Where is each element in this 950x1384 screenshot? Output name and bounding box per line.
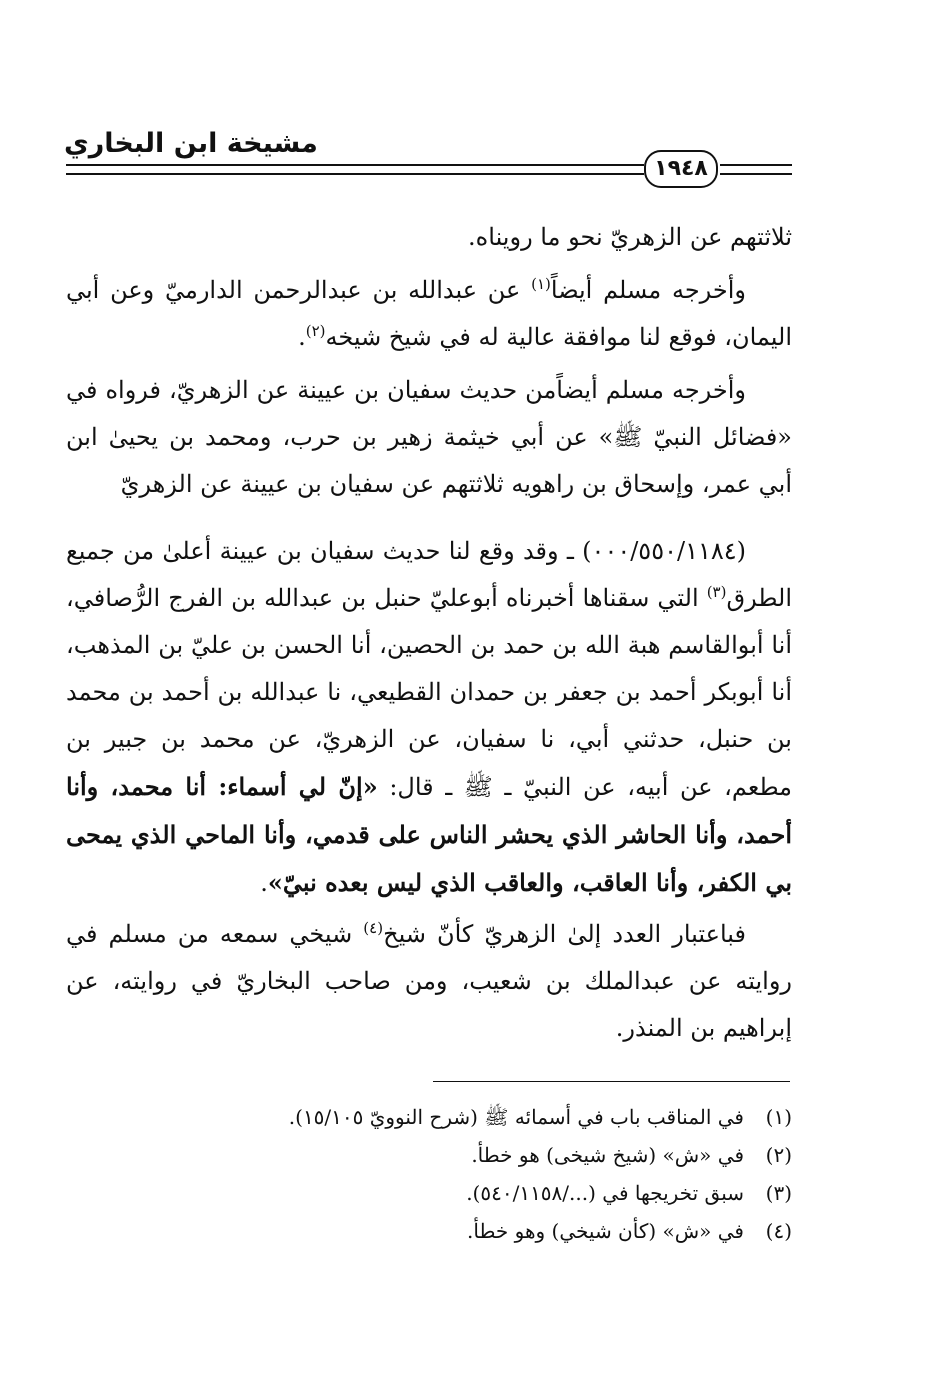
- footnote-text: في «ش» (كأن شيخي) وهو خطأ.: [467, 1219, 744, 1243]
- paragraph-4: [66, 528, 792, 907]
- page-number-badge: ١٩٤٨: [644, 150, 718, 188]
- header-rule-bottom: [66, 173, 644, 175]
- paragraph-5-text-a: فباعتبار العدد إلىٰ الزهريّ كأنّ شيخ: [383, 920, 746, 948]
- running-header-title: مشيخة ابن البخاري: [64, 128, 318, 159]
- footnote-ref-4: (٤): [363, 919, 384, 937]
- paragraph-3: وأخرجه مسلم أيضاًمن حديث سفيان بن عيينة عن الزهريّ، فرواه في «فضائل النبيّ ﷺ» عن أبي خيثمة زهير بن حرب، ومحمد بن يحيىٰ ابن أبي عمر، وإسحاق بن راهويه ثلاثتهم عن سفيان بن عيينة عن الزهريّ: [66, 376, 792, 498]
- paragraph-4-text-a: (٠٠٠/٥٥٠/١١٨٤) ـ وقد وقع لنا حديث سفيان بن عيينة أعلىٰ من جميع الطرق: [66, 537, 792, 612]
- footnote-1: [120, 1098, 792, 1136]
- footnote-2: [120, 1136, 792, 1174]
- footnote-ref-2: (٢): [305, 322, 326, 340]
- paragraph-5: [66, 911, 792, 1052]
- paragraph-1: ثلاثتهم عن الزهريّ نحو ما رويناه.: [468, 223, 792, 251]
- main-text: [66, 214, 792, 1052]
- footnote-text: في المناقب باب في أسمائه ﷺ (شرح النوويّ ١٥/١٠٥).: [288, 1105, 744, 1129]
- footnote-3: [120, 1174, 792, 1212]
- footnote-number: (٤): [765, 1219, 792, 1243]
- footnote-ref-1: (١): [531, 275, 551, 293]
- footnote-number: (١): [765, 1105, 792, 1129]
- paragraph-4-text-c: .: [260, 869, 268, 897]
- footnotes: [120, 1098, 792, 1250]
- footnote-number: (٣): [765, 1181, 792, 1205]
- paragraph-2-text-c: .: [298, 323, 306, 351]
- footnote-text: في «ش» (شيخ شيخى) هو خطأ.: [471, 1143, 744, 1167]
- footnote-separator: [433, 1081, 790, 1082]
- footnote-text: سبق تخريجها في (.../٥٤٠/١١٥٨).: [466, 1181, 744, 1205]
- footnote-4: [120, 1212, 792, 1250]
- paragraph-4-text-b: التي سقناها أخبرناه أبوعليّ حنبل بن عبدالله بن الفرج الرُّصافي، أنا أبوالقاسم هبة الله بن حمد بن الحصين، أنا الحسن بن عليّ بن المذهب، أنا أبوبكر أحمد بن جعفر بن حمدان القطيعي، نا عبدالله بن أحمد بن محمد بن حنبل، حدثني أبي، نا سفيان، عن الزهريّ، عن محمد بن جبير بن مطعم، عن أبيه، عن النبيّ ـ ﷺ ـ قال:: [66, 584, 792, 801]
- footnote-number: (٢): [765, 1143, 792, 1167]
- header-rule-top-right: [720, 164, 792, 166]
- header-rule-bottom-right: [720, 173, 792, 175]
- header-rule-top: [66, 164, 644, 166]
- paragraph-2: [66, 267, 792, 361]
- paragraph-5-text-b: شيخي سمعه من مسلم في روايته عن عبدالملك بن شعيب، ومن صاحب البخاريّ في روايته، عن إبراهيم بن المنذر.: [66, 920, 792, 1042]
- hadith-quote: «إنّ لي أسماء: أنا محمد، وأنا أحمد، وأنا الحاشر الذي يحشر الناس على قدمي، وأنا الماحي الذي يمحى بي الكفر، وأنا العاقب، والعاقب الذي ليس بعده نبيّ»: [66, 772, 792, 897]
- footnote-ref-3: (٣): [706, 583, 727, 601]
- paragraph-2-text-b: عن عبدالله بن عبدالرحمن الدارميّ وعن أبي اليمان، فوقع لنا موافقة عالية له في شيخ شيخه: [66, 276, 792, 351]
- paragraph-2-text-a: وأخرجه مسلم أيضاً: [550, 276, 747, 304]
